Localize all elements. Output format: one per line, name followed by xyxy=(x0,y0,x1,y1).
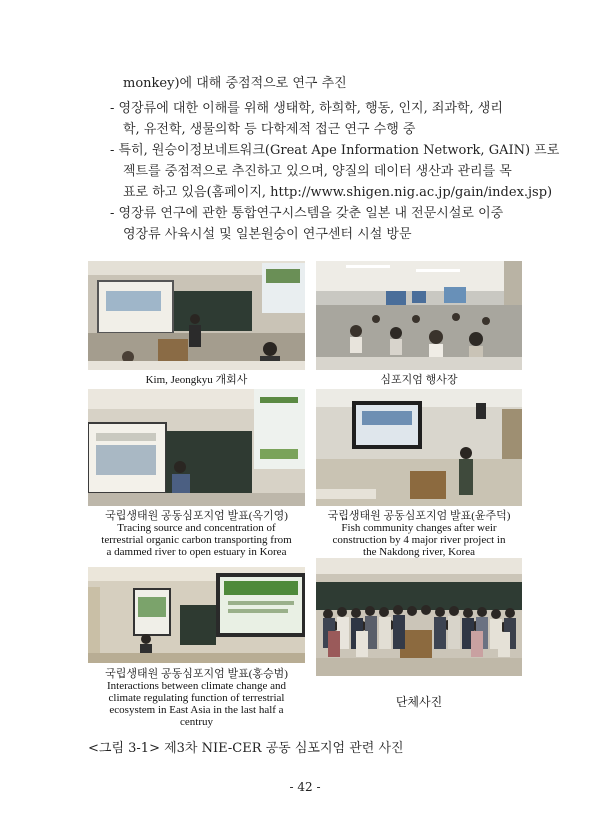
caption-line: construction by 4 major river project in xyxy=(332,534,506,546)
body-line-6: 표로 하고 있음(홈페이지, http://www.shigen.nig.ac.jp/gain/index.jsp) xyxy=(123,185,553,200)
body-line-8: 영장류 사육시설 및 일본원숭이 연구센터 시설 방문 xyxy=(123,227,412,242)
body-line-7: - 영장류 연구에 관한 통합연구시스템을 갖춘 일본 내 전문시설로 이중 xyxy=(110,206,504,221)
caption-line: 심포지엄 행사장 xyxy=(380,374,458,386)
body-line-1: monkey)에 대해 중점적으로 연구 추진 xyxy=(123,76,347,91)
caption-line: a dammed river to open estuary in Korea xyxy=(106,546,287,558)
figure-title: <그림 3-1> 제3차 NIE-CER 공동 심포지엄 관련 사진 xyxy=(88,741,404,756)
caption-presentation-hong xyxy=(88,668,305,728)
caption-line: terrestrial organic carbon transporting from xyxy=(101,534,292,546)
photo-presentation-hong xyxy=(88,567,305,663)
body-line-3: 학, 유전학, 생물의학 등 다학제적 접근 연구 수행 중 xyxy=(123,122,416,137)
photo-presentation-yoon xyxy=(316,389,522,506)
caption-line: climate regulating function of terrestrial xyxy=(108,692,285,704)
caption-line: Tracing source and concentration of xyxy=(117,522,276,534)
caption-venue xyxy=(316,374,522,386)
caption-line: 단체사진 xyxy=(395,695,443,709)
caption-line: Interactions between climate change and xyxy=(107,680,286,692)
caption-group xyxy=(316,696,522,708)
photo-opening-address xyxy=(88,261,305,370)
body-line-2: - 영장류에 대한 이해를 위해 생태학, 하희학, 행동, 인지, 죄과학, 생리 xyxy=(110,101,503,116)
caption-line: centruy xyxy=(180,716,213,728)
caption-presentation-ok xyxy=(88,510,305,558)
caption-line: 국립생태원 공동심포지엄 발표(옥기영) xyxy=(105,510,288,522)
body-line-4: - 특히, 원승이정보네트워크(Great Ape Information Network, GAIN) 프로 xyxy=(110,143,560,158)
caption-line: Kim, Jeongkyu 개회사 xyxy=(145,374,248,386)
caption-line: ecosystem in East Asia in the last half a xyxy=(109,704,284,716)
caption-line: the Nakdong river, Korea xyxy=(363,546,475,558)
photo-presentation-ok xyxy=(88,389,305,506)
caption-line: 국립생태원 공동심포지엄 발표(윤주덕) xyxy=(327,510,511,522)
photo-group xyxy=(316,558,522,676)
body-line-5: 젝트를 중점적으로 추진하고 있으며, 양질의 데이터 생산과 관리를 목 xyxy=(123,164,512,179)
caption-line: 국립생태원 공동심포지엄 발표(홍승범) xyxy=(105,668,288,680)
caption-opening-address xyxy=(88,374,305,386)
caption-presentation-yoon xyxy=(316,510,522,558)
page-number: - 42 - xyxy=(289,780,321,794)
photo-venue xyxy=(316,261,522,370)
caption-line: Fish community changes after weir xyxy=(341,522,497,534)
